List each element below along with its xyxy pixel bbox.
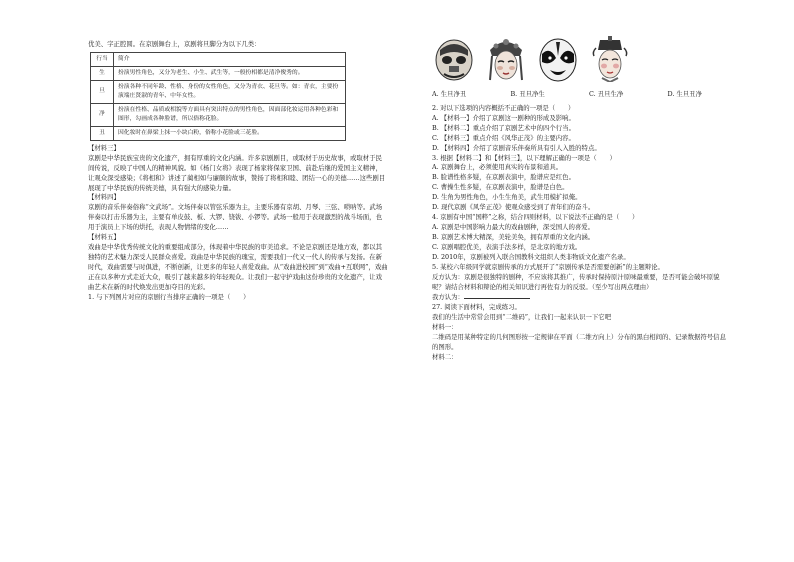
material-4-title: 【材料四】 bbox=[88, 193, 120, 202]
q4-option-a[interactable]: A. 京剧是中国影响力最大的戏曲剧种，深受国人的喜爱。 bbox=[432, 222, 595, 231]
material-1-title: 材料一： bbox=[432, 323, 458, 332]
table-row bbox=[91, 66, 346, 80]
table-header-cell: 行当 bbox=[91, 52, 114, 66]
jing-painted-face-icon bbox=[536, 36, 580, 82]
dan-headdress-icon bbox=[484, 36, 528, 82]
question-1-options bbox=[432, 90, 702, 100]
material-5-text: 戏曲是中华优秀传统文化的重要组成部分，体现着中华民族的审美追求。不论是京剧还是地方戏，都以其独特的艺术魅力深受人民群众喜爱。戏曲是中华民族的瑰宝，需要我们一代又一代人的传承与发扬。在新时代，戏曲需要与时俱进，不断创新，让更多的年轻人喜爱戏曲。从“戏曲进校园”到“戏曲+互联网”，戏曲正在以多种方式走近大众，吸引了越来越多的年轻观众。让我们一起守护戏曲这份珍贵的文化遗产，让戏曲艺术在新的时代焕发出更加夺目的光彩。 bbox=[88, 243, 388, 291]
table-header-cell: 简介 bbox=[114, 52, 346, 66]
table-header-row bbox=[91, 52, 346, 66]
left-column bbox=[88, 40, 388, 303]
right-column bbox=[432, 40, 732, 363]
material-2-title: 材料二： bbox=[432, 352, 458, 361]
role-desc: 因化妆时在鼻梁上抹一小块白粉，俗称小花脸或三花脸。 bbox=[114, 126, 346, 140]
option-c[interactable]: C. 丑旦生净 bbox=[588, 90, 624, 98]
option-b[interactable]: B. 丑旦净生 bbox=[510, 90, 545, 98]
question-5: 5. 某校六年级同学就京剧传承的方式展开了“京剧传承是否需要创新”的主题辩论。 bbox=[432, 262, 664, 271]
question-1: 1. 与下列图片对应的京剧行当排序正确的一项是（ ） bbox=[88, 292, 250, 301]
role-name: 丑 bbox=[91, 126, 114, 140]
q2-option-c[interactable]: C. 【材料三】重点介绍《风华正茂》的主要内容。 bbox=[432, 133, 575, 142]
q3-option-d2[interactable]: D. 现代京剧《风华正茂》使观众感受到了青年们的奋斗。 bbox=[432, 203, 595, 212]
question-27: 27. 阅读下面材料，完成练习。 bbox=[432, 303, 521, 312]
ugly-painted-mask-icon bbox=[432, 36, 476, 82]
q4-option-c[interactable]: C. 京剧唱腔优美，表演手法多样，是北京的地方戏。 bbox=[432, 242, 582, 251]
role-desc: 扮演各种不同年龄、性格、身份的女性角色，又分为青衣、花旦等。如：青衣，主要扮演端庄贤淑的青年、中年女性。 bbox=[114, 80, 346, 103]
question-3: 3. 根据【材料二】和【材料三】，以下理解正确的一项是（ ） bbox=[432, 153, 616, 162]
sheng-headdress-icon bbox=[588, 36, 632, 82]
question-4: 4. 京剧有中国“国粹”之称，结合四则材料，以下说法不正确的是（ ） bbox=[432, 213, 639, 222]
table-row bbox=[91, 126, 346, 140]
answer-blank[interactable] bbox=[464, 292, 530, 299]
material-5-title: 【材料五】 bbox=[88, 233, 120, 242]
q3-option-b[interactable]: B. 脸谱性格多疑，在京剧表演中，脸谱应是红色。 bbox=[432, 173, 575, 182]
q2-option-d[interactable]: D. 【材料四】介绍了京剧音乐伴奏所具有引人入胜的特点。 bbox=[432, 143, 601, 152]
role-desc: 扮演在性格、品质或相貌等方面具有突出特点的男性角色，因面部化妆运用各种色彩和图形，勾画成各种脸谱，所以俗称花脸。 bbox=[114, 103, 346, 126]
table-row bbox=[91, 103, 346, 126]
q4-option-d[interactable]: D. 2010年，京剧被列入联合国教科文组织人类非物质文化遗产名录。 bbox=[432, 252, 630, 261]
q2-option-a[interactable]: A. 【材料一】介绍了京剧这一剧种的形成及影响。 bbox=[432, 113, 575, 122]
material-3-title: 【材料三】 bbox=[88, 143, 120, 152]
option-a[interactable]: A. 生旦净丑 bbox=[432, 90, 467, 98]
option-d[interactable]: D. 生旦丑净 bbox=[667, 90, 702, 98]
q2-option-b[interactable]: B. 【材料二】重点介绍了京剧艺术中的四个行当。 bbox=[432, 123, 575, 132]
role-name: 净 bbox=[91, 103, 114, 126]
answer-label: 我方认为： bbox=[432, 293, 464, 302]
question-5-text: 反方认为：京剧是很独特的剧种，不应该将其推广，传承时保持原汁原味最重要，是否可能会破坏原貌呢？请结合材料和辩论的相关知识进行再佐有力的反驳。（至少写出两点理由） bbox=[432, 272, 720, 291]
q3-option-c[interactable]: C. 曹操生性多疑，在京剧表演中，脸谱是白色。 bbox=[432, 183, 569, 192]
intro-tail: 优美、字正腔圆。在京剧舞台上，京剧将旦脚分为以下几类： bbox=[88, 40, 261, 48]
question-2: 2. 对以下选项的内容概括不正确的一项是（ ） bbox=[432, 103, 575, 112]
q3-option-d[interactable]: D. 生角为男性角色，小生生角美，武生用模扩拟俺。 bbox=[432, 193, 582, 202]
q3-option-a[interactable]: A. 京剧舞台上，必须使用真实的布景和道具。 bbox=[432, 163, 563, 172]
material-4-text: 京剧的音乐伴奏俗称“文武场”。文场伴奏以管弦乐器为主，主要乐器有京胡、月琴、三弦、唢呐等。武场伴奏以打击乐器为主，主要有单皮鼓、板、大锣、铙钹、小锣等。武场一般用于表现激烈的战斗场面，也用于演员上下场的烘托，表现人物情绪的变化…… bbox=[88, 203, 383, 232]
role-desc: 扮演男性角色，又分为老生、小生、武生等，一般扮相都是清净俊秀的。 bbox=[114, 66, 346, 80]
role-name: 生 bbox=[91, 66, 114, 80]
material-1-text: 二维码是用某种特定的几何图形按一定规律在平面（二维方向上）分布的黑白相间的、记录数据符号信息的图形。 bbox=[432, 333, 726, 352]
question-27-text: 我们的生活中常常会用到“二维码”，让我们一起来认识一下它吧 bbox=[432, 313, 612, 322]
table-row bbox=[91, 80, 346, 103]
q4-option-b[interactable]: B. 京剧艺术博大精深，美轮美奂，拥有厚重的文化内涵。 bbox=[432, 232, 595, 241]
material-3-text: 京剧是中华民族宝贵的文化遗产，拥有厚重的文化内涵。许多京剧剧目，或取材于历史故事，或取材于民间传说，反映了中国人的精神风貌。如《杨门女将》表现了杨家将保家卫国、前赴后继的爱国主义精神，让观众深受感染；《将相和》讲述了蔺相如与廉颇的故事，赞扬了将相和睦、团结一心的美德……这些剧目展现了中华民族的传统美德，具有强大的感染力量。 bbox=[88, 153, 386, 192]
opera-masks-row bbox=[432, 36, 732, 88]
answer-line bbox=[432, 292, 732, 303]
roles-table bbox=[90, 52, 346, 141]
role-name: 旦 bbox=[91, 80, 114, 103]
